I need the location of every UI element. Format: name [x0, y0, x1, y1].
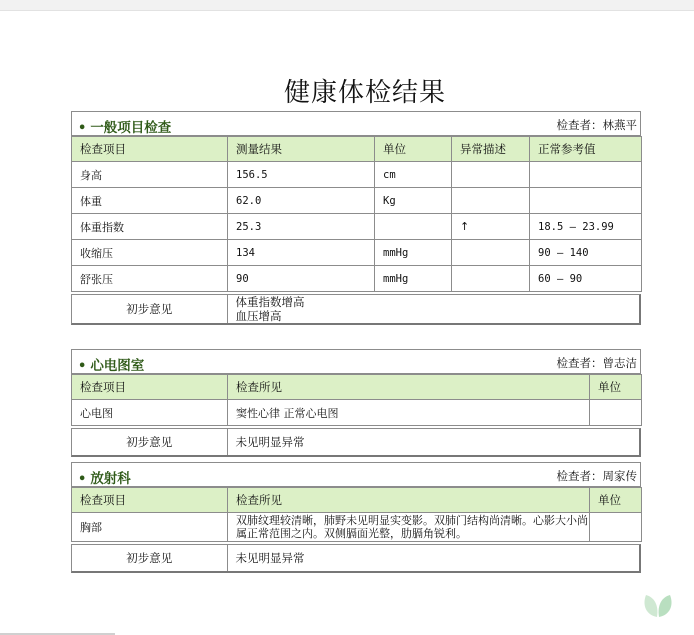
header-cell: 单位: [375, 137, 452, 162]
unit-cell: Kg: [375, 188, 452, 214]
section-header: [71, 462, 641, 487]
table-row: [72, 400, 642, 426]
reference-cell: [530, 188, 642, 214]
summary-box: [71, 428, 641, 457]
summary-line: 血压增高: [235, 309, 282, 323]
table-row: [72, 162, 642, 188]
section-title: [78, 354, 144, 374]
summary-text: [227, 295, 639, 323]
summary-label: 初步意见: [72, 295, 227, 323]
summary-box: [71, 544, 641, 573]
table-header-row: [72, 488, 642, 513]
result-cell: 90: [228, 266, 375, 292]
radiology-table: [71, 487, 642, 542]
section-header: [71, 111, 641, 136]
item-cell: 身高: [72, 162, 228, 188]
section-title: [78, 116, 171, 136]
section-title-text: 放射科: [90, 471, 131, 487]
section-title-text: 一般项目检查: [90, 120, 172, 136]
bullet-icon: •: [78, 359, 87, 374]
finding-cell: 双肺纹理较清晰，肺野未见明显实变影。双肺门结构尚清晰。心影大小尚属正常范围之内。双侧膈面光整，肋膈角锐利。: [228, 513, 590, 542]
inspector-label: 检查者：林燕平: [556, 118, 637, 132]
bullet-icon: •: [78, 472, 87, 487]
header-cell: 异常描述: [452, 137, 530, 162]
leaf-logo-icon: [640, 585, 676, 621]
unit-cell: mmHg: [375, 266, 452, 292]
general-exam-table: [71, 136, 642, 292]
ecg-section: [71, 349, 641, 457]
general-exam-section: [71, 111, 641, 325]
summary-text: 未见明显异常: [235, 551, 305, 565]
table-row: [72, 513, 642, 542]
unit-cell: cm: [375, 162, 452, 188]
header-cell: 单位: [590, 488, 642, 513]
result-cell: 25.3: [228, 214, 375, 240]
table-row: [72, 266, 642, 292]
table-row: [72, 188, 642, 214]
header-cell: 测量结果: [228, 137, 375, 162]
unit-cell: [590, 400, 642, 426]
section-title-text: 心电图室: [90, 358, 145, 374]
table-header-row: [72, 375, 642, 400]
summary-line: 体重指数增高: [235, 295, 305, 309]
reference-cell: [530, 162, 642, 188]
finding-cell: 窦性心律 正常心电图: [228, 400, 590, 426]
header-cell: 检查项目: [72, 137, 228, 162]
header-cell: 检查所见: [228, 375, 590, 400]
abnormal-cell: [452, 266, 530, 292]
section-title: [78, 467, 131, 487]
document-title: 健康体检结果: [283, 78, 446, 108]
reference-cell: 60 — 90: [530, 266, 642, 292]
inspector-label: 检查者：曾志洁: [556, 356, 637, 370]
table-row: [72, 240, 642, 266]
ecg-table: [71, 374, 642, 426]
unit-cell: mmHg: [375, 240, 452, 266]
reference-cell: 90 — 140: [530, 240, 642, 266]
header-cell: 正常参考值: [530, 137, 642, 162]
header-cell: 检查项目: [72, 488, 228, 513]
summary-label: 初步意见: [72, 429, 227, 455]
unit-cell: [375, 214, 452, 240]
abnormal-cell: [452, 188, 530, 214]
item-cell: 体重: [72, 188, 228, 214]
inspector-label: 检查者：周家传: [556, 469, 637, 483]
top-toolbar-strip: [0, 0, 694, 11]
summary-label: 初步意见: [72, 545, 227, 571]
table-row: [72, 214, 642, 240]
section-header: [71, 349, 641, 374]
radiology-section: [71, 462, 641, 573]
reference-cell: 18.5 — 23.99: [530, 214, 642, 240]
abnormal-cell: ↑: [452, 214, 530, 240]
header-cell: 检查所见: [228, 488, 590, 513]
summary-box: [71, 294, 641, 325]
table-header-row: [72, 137, 642, 162]
item-cell: 舒张压: [72, 266, 228, 292]
header-cell: 检查项目: [72, 375, 228, 400]
result-cell: 134: [228, 240, 375, 266]
abnormal-cell: [452, 240, 530, 266]
header-cell: 单位: [590, 375, 642, 400]
item-cell: 心电图: [72, 400, 228, 426]
item-cell: 胸部: [72, 513, 228, 542]
item-cell: 体重指数: [72, 214, 228, 240]
result-cell: 156.5: [228, 162, 375, 188]
item-cell: 收缩压: [72, 240, 228, 266]
unit-cell: [590, 513, 642, 542]
abnormal-cell: [452, 162, 530, 188]
bullet-icon: •: [78, 121, 87, 136]
summary-text: 未见明显异常: [235, 435, 305, 449]
result-cell: 62.0: [228, 188, 375, 214]
